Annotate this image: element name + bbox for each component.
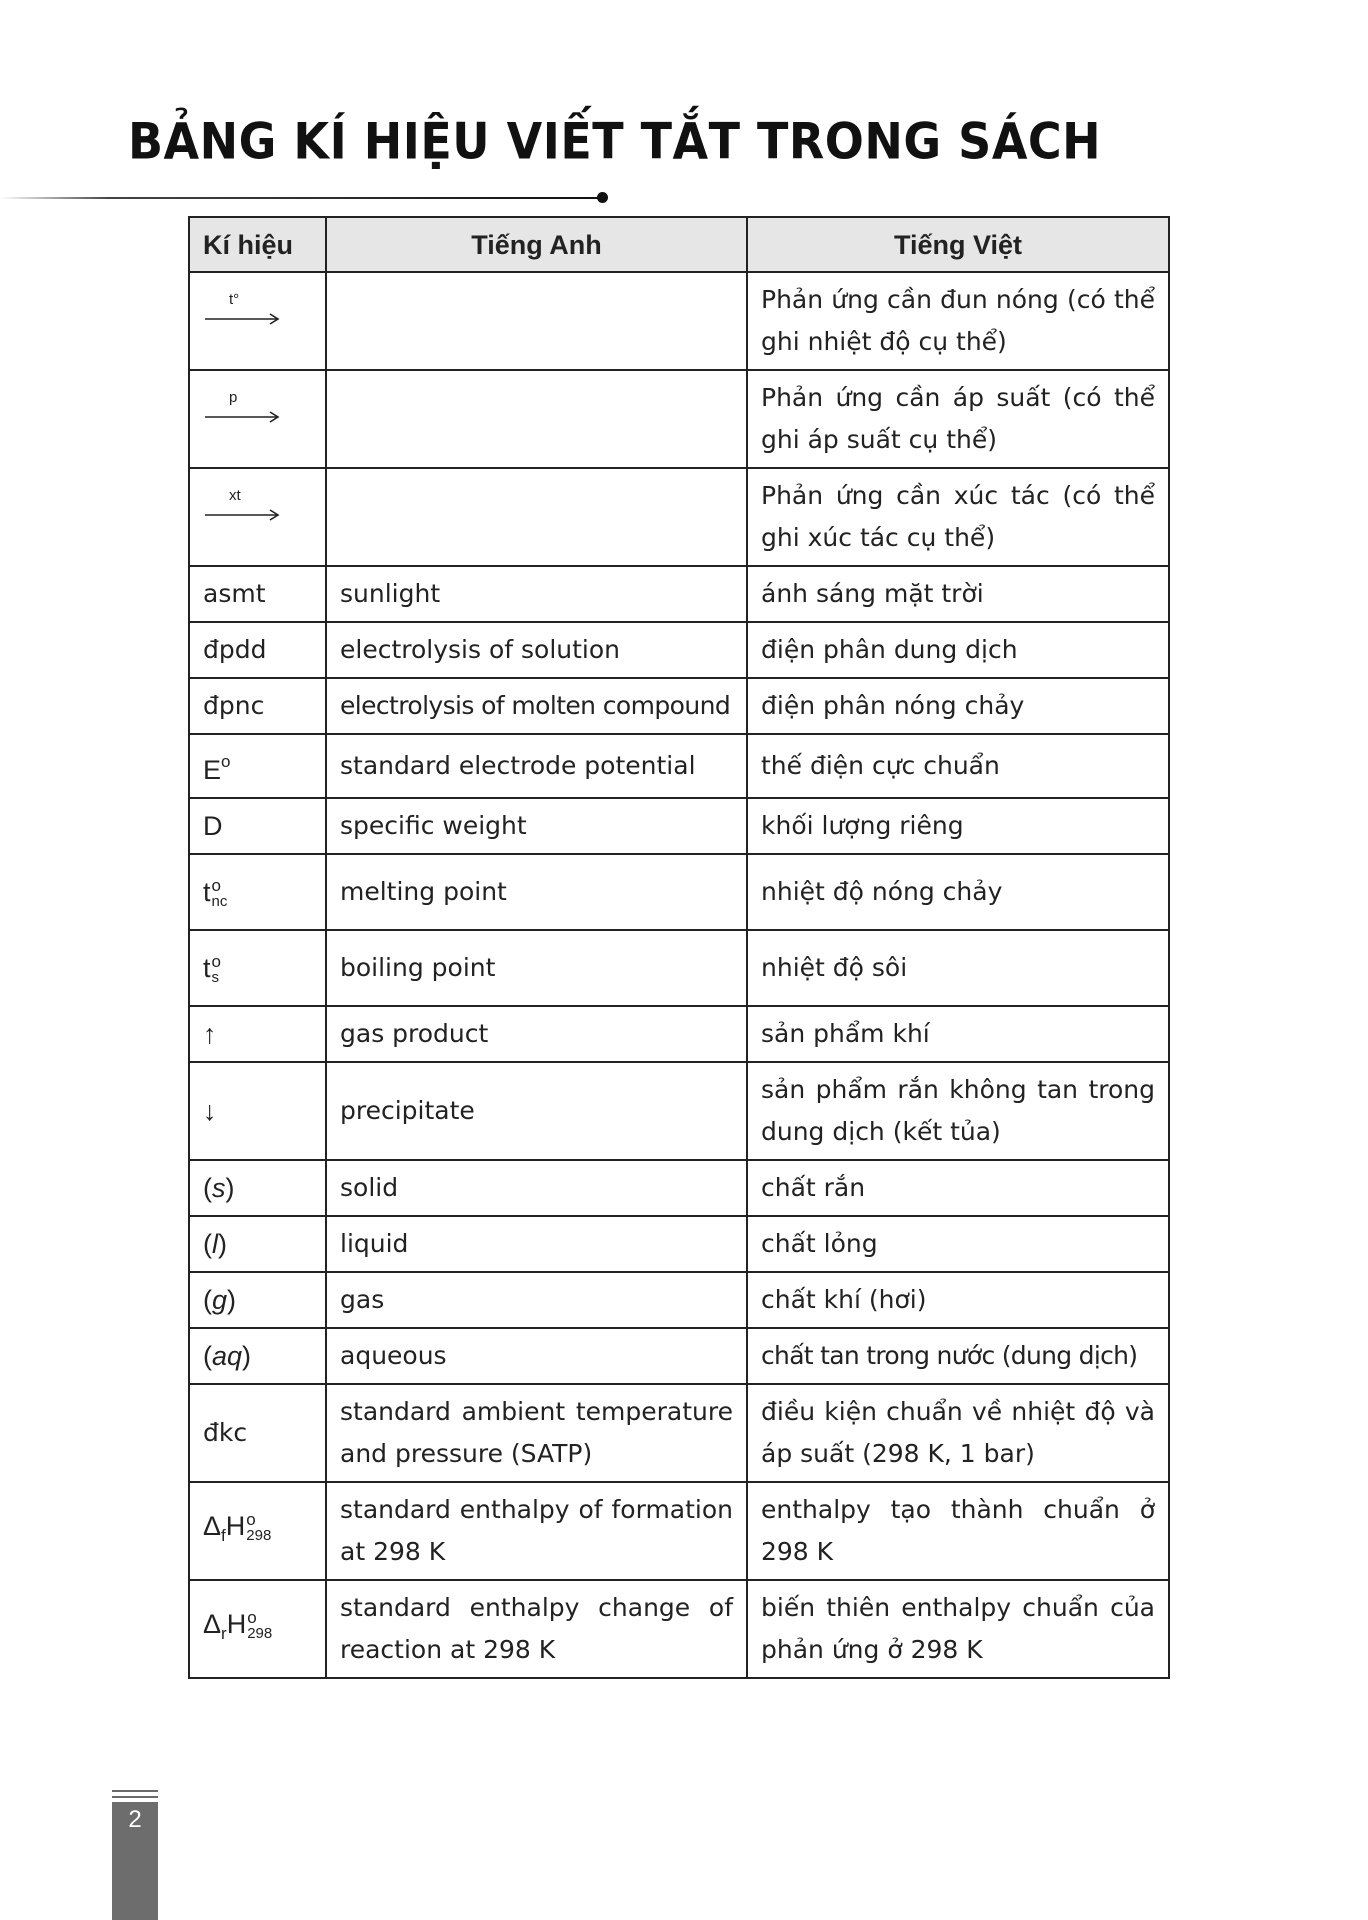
symbol-cell — [189, 1328, 326, 1384]
table-row — [189, 1216, 1169, 1272]
english-cell — [326, 370, 747, 468]
vietnamese-cell: ánh sáng mặt trời — [747, 566, 1169, 622]
vietnamese-cell: chất lỏng — [747, 1216, 1169, 1272]
symbol-cell — [189, 1482, 326, 1580]
english-cell: gas product — [326, 1006, 747, 1062]
table-row — [189, 854, 1169, 930]
english-cell: precipitate — [326, 1062, 747, 1160]
vietnamese-cell: sản phẩm rắn không tan trong dung dịch (kết tủa) — [747, 1062, 1169, 1160]
table-row — [189, 468, 1169, 566]
vietnamese-cell: Phản ứng cần xúc tác (có thể ghi xúc tác cụ thể) — [747, 468, 1169, 566]
table-row — [189, 370, 1169, 468]
phase-letter: aq — [212, 1341, 243, 1371]
vietnamese-cell: thế điện cực chuẩn — [747, 734, 1169, 798]
symbol-cell: asmt — [189, 566, 326, 622]
symbol-cell — [189, 272, 326, 370]
vietnamese-cell: điện phân dung dịch — [747, 622, 1169, 678]
tab-line — [112, 1796, 158, 1798]
symbol-cell — [189, 854, 326, 930]
table-row — [189, 622, 1169, 678]
vietnamese-cell: biến thiên enthalpy chuẩn của phản ứng ở 298 K — [747, 1580, 1169, 1678]
catalyst-arrow-symbol — [203, 487, 281, 531]
english-cell: standard electrode potential — [326, 734, 747, 798]
english-cell — [326, 272, 747, 370]
table-row — [189, 1006, 1169, 1062]
vietnamese-cell: sản phẩm khí — [747, 1006, 1169, 1062]
down-arrow-icon: ↓ — [189, 1062, 326, 1160]
subscript: nc — [211, 892, 228, 910]
abbreviation-table — [188, 216, 1170, 1679]
symbol-cell — [189, 1580, 326, 1678]
symbol-cell: đpnc — [189, 678, 326, 734]
header-english: Tiếng Anh — [326, 217, 747, 272]
subscript: s — [211, 968, 220, 986]
english-cell: solid — [326, 1160, 747, 1216]
page-number: 2 — [128, 1806, 142, 1833]
symbol-cell — [189, 1216, 326, 1272]
table-row — [189, 930, 1169, 1006]
symbol-cell: đpdd — [189, 622, 326, 678]
paren-open: ( — [203, 1229, 212, 1259]
table-header-row — [189, 217, 1169, 272]
paren-close: ) — [227, 1285, 237, 1315]
english-cell: sunlight — [326, 566, 747, 622]
heat-arrow-symbol — [203, 291, 281, 335]
page-title: BẢNG KÍ HIỆU VIẾT TẮT TRONG SÁCH — [128, 112, 1102, 171]
paren-open: ( — [203, 1341, 212, 1371]
pressure-arrow-symbol — [203, 389, 281, 433]
phase-letter: s — [212, 1173, 226, 1203]
subscript: 298 — [247, 1624, 273, 1642]
english-cell: aqueous — [326, 1328, 747, 1384]
delta-symbol: Δ — [203, 1609, 222, 1639]
symbol-scripts — [246, 1509, 272, 1544]
symbol-base: H — [225, 1511, 246, 1541]
english-cell: electrolysis of solution — [326, 622, 747, 678]
symbol-cell: D — [189, 798, 326, 854]
arrow-label: p — [229, 389, 238, 406]
symbol-cell — [189, 1272, 326, 1328]
vietnamese-cell: enthalpy tạo thành chuẩn ở 298 K — [747, 1482, 1169, 1580]
symbol-cell — [189, 930, 326, 1006]
vietnamese-cell: nhiệt độ nóng chảy — [747, 854, 1169, 930]
table-row — [189, 1384, 1169, 1482]
table-row — [189, 734, 1169, 798]
up-arrow-icon: ↑ — [189, 1006, 326, 1062]
symbol-cell — [189, 370, 326, 468]
table-row — [189, 1062, 1169, 1160]
vietnamese-cell: chất khí (hơi) — [747, 1272, 1169, 1328]
vietnamese-cell: chất rắn — [747, 1160, 1169, 1216]
vietnamese-cell: Phản ứng cần áp suất (có thể ghi áp suất cụ thể) — [747, 370, 1169, 468]
vietnamese-cell: điều kiện chuẩn về nhiệt độ và áp suất (298 K, 1 bar) — [747, 1384, 1169, 1482]
english-cell: standard ambient temperature and pressure (SATP) — [326, 1384, 747, 1482]
header-vietnamese: Tiếng Việt — [747, 217, 1169, 272]
english-cell — [326, 468, 747, 566]
symbol-cell — [189, 734, 326, 798]
right-arrow-icon — [203, 311, 281, 327]
degree-superscript: o — [211, 875, 221, 895]
english-cell: gas — [326, 1272, 747, 1328]
table-row — [189, 272, 1169, 370]
vietnamese-cell: nhiệt độ sôi — [747, 930, 1169, 1006]
subscript: 298 — [246, 1526, 272, 1544]
paren-close: ) — [242, 1341, 252, 1371]
arrow-label: t° — [229, 291, 240, 308]
delta-symbol: Δ — [203, 1511, 222, 1541]
symbol-cell — [189, 468, 326, 566]
symbol-scripts — [247, 1607, 273, 1642]
english-cell: liquid — [326, 1216, 747, 1272]
phase-letter: l — [212, 1229, 218, 1259]
symbol-scripts — [211, 951, 221, 986]
table-row — [189, 566, 1169, 622]
degree-superscript: o — [221, 752, 231, 771]
vietnamese-cell: Phản ứng cần đun nóng (có thể ghi nhiệt độ cụ thể) — [747, 272, 1169, 370]
vietnamese-cell: chất tan trong nước (dung dịch) — [747, 1328, 1169, 1384]
vietnamese-cell: khối lượng riêng — [747, 798, 1169, 854]
table-row — [189, 1580, 1169, 1678]
table-row — [189, 1328, 1169, 1384]
right-arrow-icon — [203, 507, 281, 523]
paren-open: ( — [203, 1173, 212, 1203]
subscript: r — [221, 1624, 227, 1643]
symbol-base: H — [226, 1609, 247, 1639]
english-cell: standard enthalpy of formation at 298 K — [326, 1482, 747, 1580]
symbol-base: E — [203, 755, 222, 785]
right-arrow-icon — [203, 409, 281, 425]
title-underline-dot — [597, 192, 608, 203]
tab-line — [112, 1790, 158, 1792]
table-row — [189, 798, 1169, 854]
english-cell: electrolysis of molten compound — [326, 678, 747, 734]
symbol-cell — [189, 1160, 326, 1216]
degree-superscript: o — [246, 1509, 256, 1529]
table-row — [189, 1482, 1169, 1580]
english-cell: standard enthalpy change of reaction at 298 K — [326, 1580, 747, 1678]
degree-superscript: o — [211, 951, 221, 971]
symbol-base: t — [203, 877, 211, 907]
paren-open: ( — [203, 1285, 212, 1315]
arrow-label: xt — [229, 487, 241, 504]
paren-close: ) — [218, 1229, 227, 1259]
table-row — [189, 678, 1169, 734]
table-row — [189, 1160, 1169, 1216]
symbol-base: t — [203, 953, 211, 983]
english-cell: melting point — [326, 854, 747, 930]
table-row — [189, 1272, 1169, 1328]
degree-superscript: o — [247, 1607, 257, 1627]
english-cell: boiling point — [326, 930, 747, 1006]
vietnamese-cell: điện phân nóng chảy — [747, 678, 1169, 734]
subscript: f — [221, 1526, 226, 1545]
symbol-scripts — [211, 875, 228, 910]
page-number-tab — [112, 1790, 158, 1920]
english-cell: specific weight — [326, 798, 747, 854]
header-symbol: Kí hiệu — [189, 217, 326, 272]
paren-close: ) — [225, 1173, 235, 1203]
symbol-cell: đkc — [189, 1384, 326, 1482]
phase-letter: g — [212, 1285, 228, 1315]
title-underline — [0, 197, 603, 199]
